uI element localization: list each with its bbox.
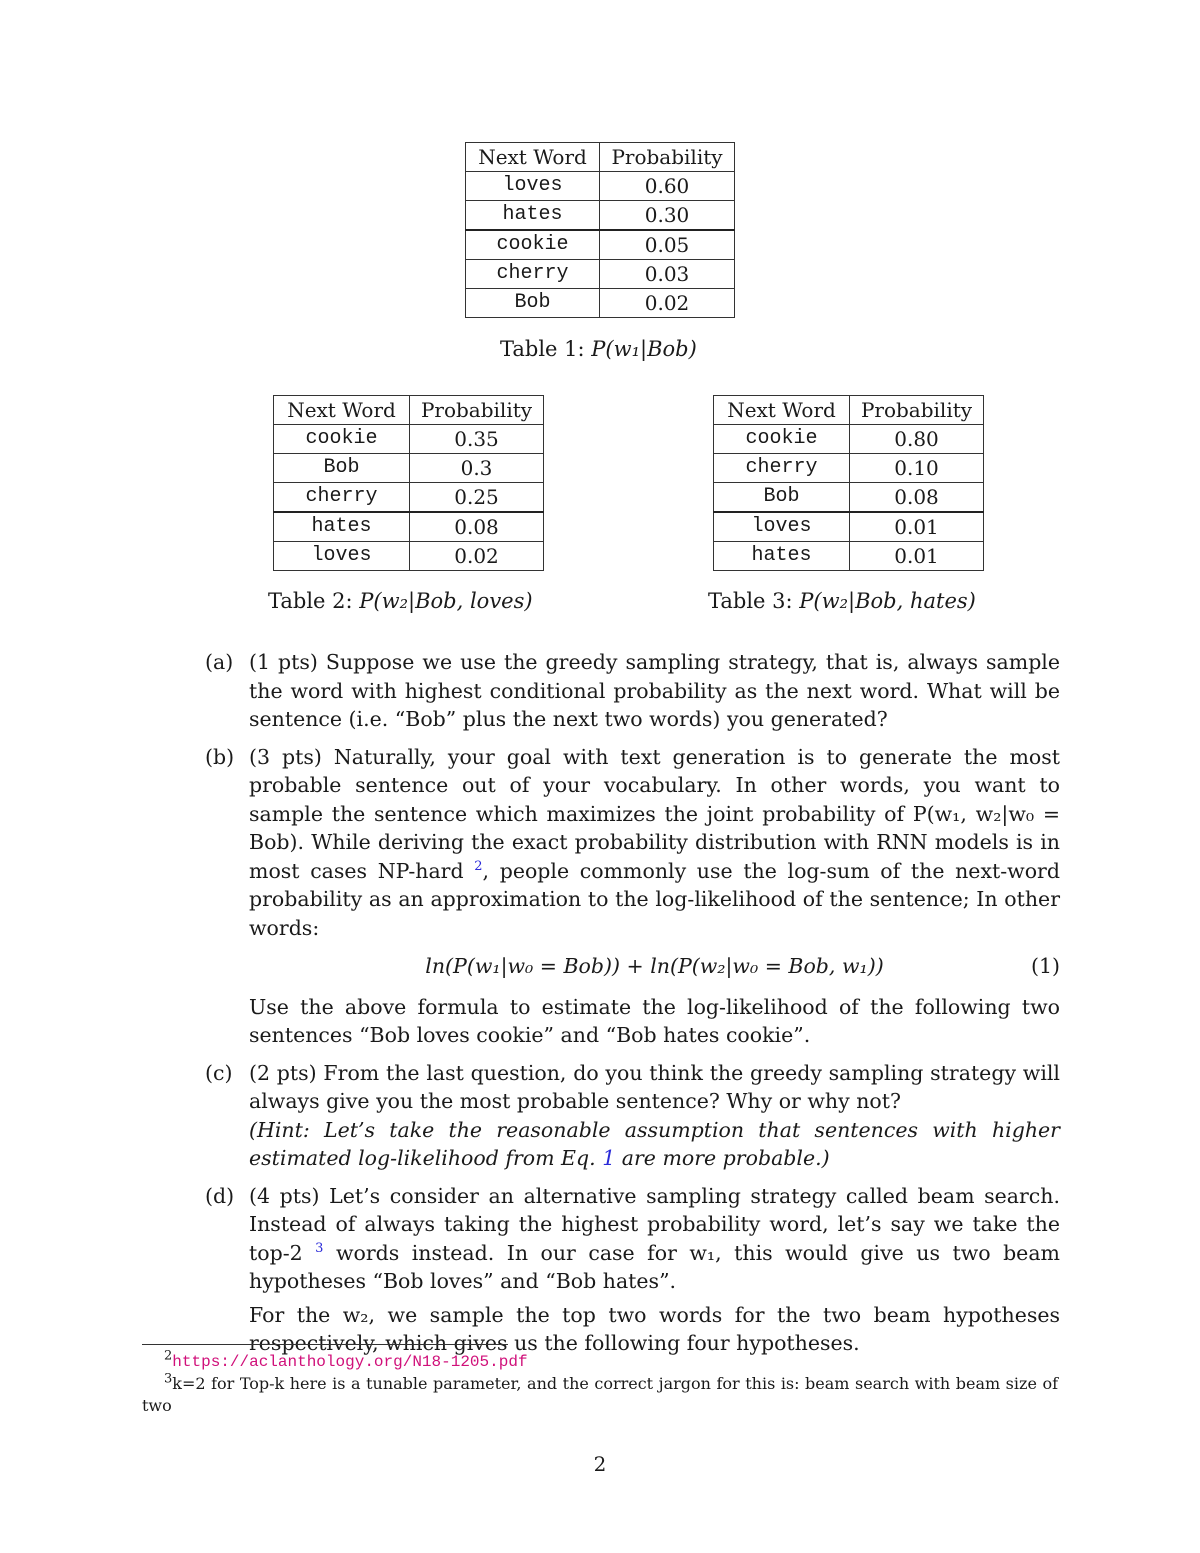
question-text-part: words instead. In our case for w₁, this would give us two beam hypotheses “Bob loves” and “Bob hates”. [249, 1240, 1060, 1293]
table-row [714, 542, 984, 571]
prob-cell: 0.3 [410, 454, 544, 483]
word-cell: hates [466, 201, 600, 231]
table-row [274, 454, 544, 483]
table-header: Next Word [714, 396, 850, 425]
prob-cell: 0.01 [850, 512, 984, 542]
table-header: Next Word [466, 143, 600, 172]
prob-cell: 0.01 [850, 542, 984, 571]
hint-text [249, 1116, 1060, 1173]
table-row [466, 172, 735, 201]
footnote-text: k=2 for Top-k here is a tunable parameter, and the correct jargon for this is: beam search with beam size of two [142, 1374, 1058, 1415]
prob-cell: 0.25 [410, 483, 544, 513]
word-cell: cherry [274, 483, 410, 513]
prob-cell: 0.35 [410, 425, 544, 454]
footnote-mark: 3 [164, 1371, 173, 1387]
word-cell: loves [466, 172, 600, 201]
equation-number: (1) [1030, 954, 1060, 978]
footnote-ref-2[interactable]: 2 [474, 858, 483, 874]
table-header: Probability [410, 396, 544, 425]
question-text-part: , people commonly use the log-sum of the next-word probability as an approximation to the log-likelihood of the sentence; In other words: [249, 858, 1060, 940]
question-d [205, 1182, 1060, 1358]
question-text: (2 pts) From the last question, do you think the greedy sampling strategy will always give you the most probable sentence? Why or why not? [249, 1060, 1060, 1113]
prob-cell: 0.08 [850, 483, 984, 513]
word-cell: hates [714, 542, 850, 571]
question-b [205, 743, 1060, 1050]
prob-cell: 0.03 [600, 260, 735, 289]
word-cell: cherry [714, 454, 850, 483]
page-number: 2 [593, 1452, 607, 1476]
table-row [274, 483, 544, 513]
word-cell: loves [714, 512, 850, 542]
word-cell: Bob [274, 454, 410, 483]
table-3 [713, 395, 984, 571]
footnote-url-link[interactable]: https://aclanthology.org/N18-1205.pdf [172, 1353, 528, 1371]
question-label: (c) [205, 1060, 233, 1085]
table-header: Probability [850, 396, 984, 425]
question-text-part: (3 pts) Naturally, your goal with text generation is to generate the most probable sentence out of your vocabulary. In other words, you want to sample the sentence which maximizes the joint probability of P(w₁, w₂|w₀ = Bob). While deriving the exact probability distribution with RNN models is in most cases NP-hard [249, 744, 1060, 883]
footnote-3 [142, 1373, 1058, 1417]
caption-label: Table 1: [500, 337, 585, 361]
caption-label: Table 2: [268, 589, 353, 613]
table-row [274, 512, 544, 542]
word-cell: Bob [466, 289, 600, 318]
prob-cell: 0.80 [850, 425, 984, 454]
prob-cell: 0.02 [410, 542, 544, 571]
caption-formula: P(w₁|Bob) [591, 337, 697, 361]
footnote-mark: 2 [164, 1348, 173, 1364]
word-cell: cookie [274, 425, 410, 454]
footnote-2 [142, 1350, 1080, 1373]
prob-cell: 0.05 [600, 230, 735, 260]
caption-formula: P(w₂|Bob, hates) [799, 589, 976, 613]
table-row [466, 230, 735, 260]
word-cell: cherry [466, 260, 600, 289]
table-row [274, 425, 544, 454]
question-text [249, 1182, 1060, 1296]
prob-cell: 0.02 [600, 289, 735, 318]
prob-cell: 0.08 [410, 512, 544, 542]
question-a [205, 648, 1060, 734]
table-row [274, 542, 544, 571]
table-2-caption [268, 589, 533, 613]
word-cell: cookie [466, 230, 600, 260]
table-1 [465, 142, 735, 318]
question-text: For the w₂, we sample the top two words for the two beam hypotheses respectively, which gives us the following four hypotheses. [249, 1302, 1060, 1355]
table-2 [273, 395, 544, 571]
word-cell: Bob [714, 483, 850, 513]
table-header: Probability [600, 143, 735, 172]
question-c [205, 1059, 1060, 1173]
question-label: (b) [205, 744, 235, 769]
question-text [249, 743, 1060, 943]
prob-cell: 0.30 [600, 201, 735, 231]
table-header: Next Word [274, 396, 410, 425]
footnote-rule [142, 1344, 508, 1345]
table-row [714, 483, 984, 513]
table-3-caption [708, 589, 976, 613]
question-text-part: (4 pts) Let’s consider an alternative sampling strategy called beam search. Instead of always taking the highest probability word, let’s say we take the top-2 [249, 1183, 1060, 1265]
caption-formula: P(w₂|Bob, loves) [359, 589, 533, 613]
equation-ref-link[interactable]: 1 [602, 1146, 616, 1170]
word-cell: loves [274, 542, 410, 571]
caption-label: Table 3: [708, 589, 793, 613]
table-row [466, 201, 735, 231]
question-text: Use the above formula to estimate the log-likelihood of the following two sentences “Bob loves cookie” and “Bob hates cookie”. [249, 994, 1060, 1047]
prob-cell: 0.60 [600, 172, 735, 201]
question-text: (1 pts) Suppose we use the greedy sampling strategy, that is, always sample the word with highest conditional probability as the next word. What will be sentence (i.e. “Bob” plus the next two words) you generated? [249, 650, 1060, 731]
hint-part: are more probable.) [621, 1146, 830, 1170]
word-cell: hates [274, 512, 410, 542]
footnote-ref-3[interactable]: 3 [315, 1240, 324, 1256]
table-row [466, 289, 735, 318]
table-row [714, 454, 984, 483]
equation-formula: ln(P(w₁|w₀ = Bob)) + ln(P(w₂|w₀ = Bob, w₁)) [425, 954, 884, 978]
equation-1 [249, 952, 1060, 981]
question-label: (d) [205, 1183, 235, 1208]
table-1-caption [500, 337, 697, 361]
question-list [205, 648, 1060, 1367]
question-label: (a) [205, 650, 234, 674]
table-row [466, 260, 735, 289]
prob-cell: 0.10 [850, 454, 984, 483]
table-row [714, 425, 984, 454]
table-row [714, 512, 984, 542]
word-cell: cookie [714, 425, 850, 454]
hint-part: (Hint: Let’s take the reasonable assumption that sentences with higher estimated log-likelihood from Eq. [249, 1117, 1060, 1170]
